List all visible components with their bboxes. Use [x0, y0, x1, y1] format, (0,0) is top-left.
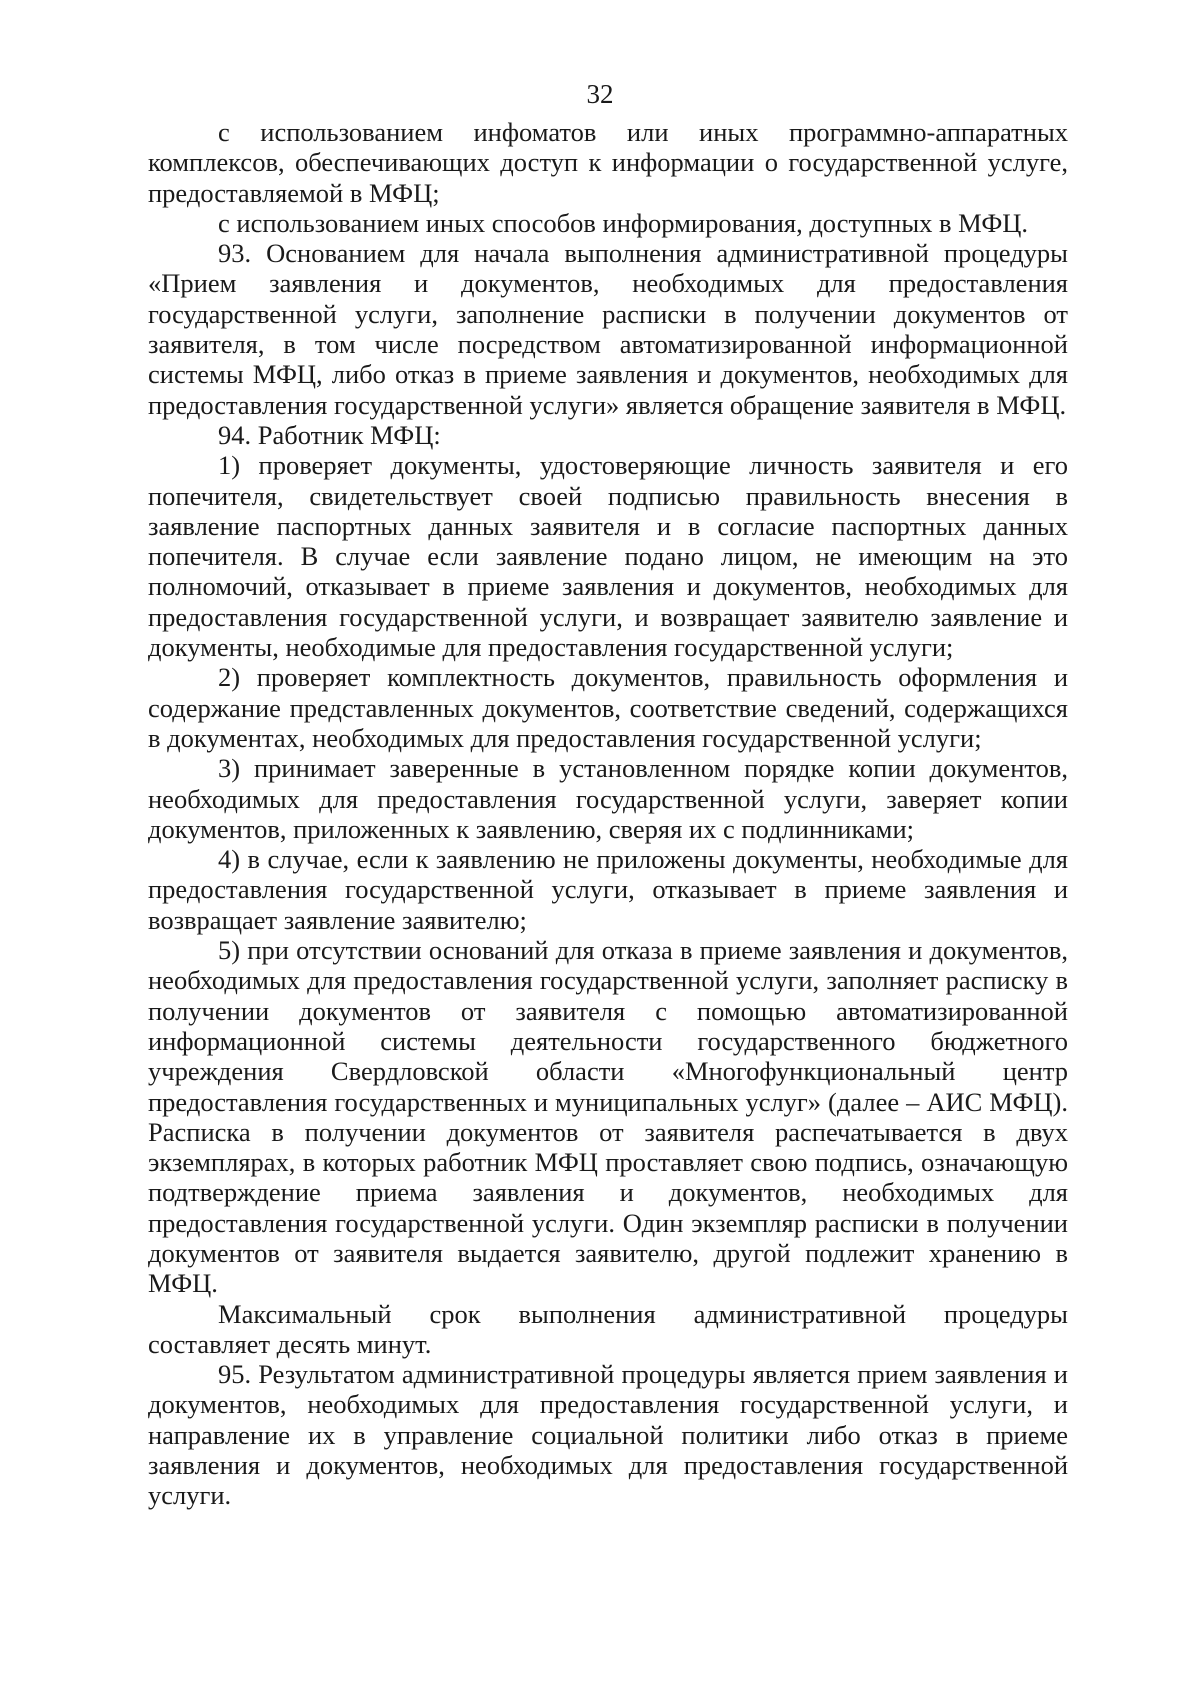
paragraph-94: 94. Работник МФЦ:	[218, 419, 441, 450]
paragraph-other-methods: с использованием иных способов информирования, доступных в МФЦ.	[218, 207, 1029, 238]
paragraph-94-item-5: 5) при отсутствии оснований для отказа в приеме заявления и документов, необходимых для предоставления государственной услуги, заполняет расписку в получении документов от заявителя с помощью автоматизированной информационной системы деятельности государственного бюджетного учреждения Свердловской области «Многофункциональный центр предоставления государственных и муниципальных услуг» (далее – АИС МФЦ). Расписка в получении документов от заявителя распечатывается в двух экземплярах, в которых работник МФЦ проставляет свою подпись, означающую подтверждение приема заявления и документов, необходимых для предоставления государственной услуги. Один экземпляр расписки в получении документов от заявителя выдается заявителю, другой подлежит хранению в МФЦ.	[148, 935, 1068, 1299]
paragraph-93: 93. Основанием для начала выполнения административной процедуры «Прием заявления и документов, необходимых для предоставления государственной услуги, заполнение расписки в получении документов от заявителя, в том числе посредством автоматизированной информационной системы МФЦ, либо отказ в приеме заявления и документов, необходимых для предоставления государственной услуги» является обращение заявителя в МФЦ.	[148, 238, 1068, 420]
paragraph-max-term: Максимальный срок выполнения административной процедуры составляет десять минут.	[148, 1298, 1068, 1359]
page-number: 32	[586, 79, 614, 109]
paragraph-infomats: с использованием инфоматов или иных программно-аппаратных комплексов, обеспечивающих доступ к информации о государственной услуге, предоставляемой в МФЦ;	[148, 117, 1068, 208]
paragraph-94-item-3: 3) принимает заверенные в установленном порядке копии документов, необходимых для предоставления государственной услуги, заверяет копии документов, приложенных к заявлению, сверяя их с подлинниками;	[148, 753, 1068, 844]
paragraph-95: 95. Результатом административной процедуры является прием заявления и документов, необходимых для предоставления государственной услуги, и направление их в управление социальной политики либо отказ в приеме заявления и документов, необходимых для предоставления государственной услуги.	[148, 1359, 1068, 1511]
paragraph-94-item-4: 4) в случае, если к заявлению не приложены документы, необходимые для предоставления государственной услуги, отказывает в приеме заявления и возвращает заявление заявителю;	[148, 844, 1068, 935]
paragraph-94-item-2: 2) проверяет комплектность документов, правильность оформления и содержание представленных документов, соответствие сведений, содержащихся в документах, необходимых для предоставления государственной услуги;	[148, 662, 1068, 753]
paragraph-94-item-1: 1) проверяет документы, удостоверяющие личность заявителя и его попечителя, свидетельствует своей подписью правильность внесения в заявление паспортных данных заявителя и в согласие паспортных данных попечителя. В случае если заявление подано лицом, не имеющим на это полномочий, отказывает в приеме заявления и документов, необходимых для предоставления государственной услуги, и возвращает заявителю заявление и документы, необходимые для предоставления государственной услуги;	[148, 450, 1068, 663]
document-body	[148, 117, 1068, 1511]
